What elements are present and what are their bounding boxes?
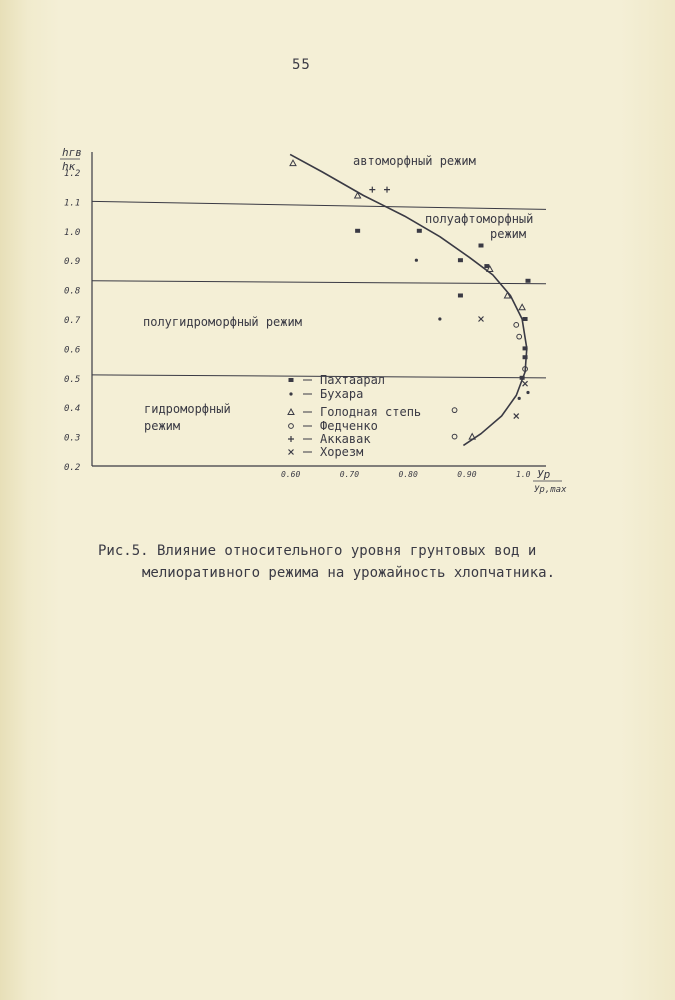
- data-point-square: [458, 293, 463, 297]
- data-point-square: [523, 355, 528, 359]
- legend-entry-label: Бухара: [320, 387, 364, 401]
- data-point-triangle: [290, 160, 296, 166]
- data-point-cross: [523, 381, 528, 386]
- data-point-triangle: [519, 304, 525, 310]
- y-tick-label: 0.5: [64, 374, 81, 385]
- yield-curve: [290, 154, 527, 445]
- y-tick-label: 1.2: [64, 169, 81, 179]
- zone-label-semihydromorphic: полугидроморфный режим: [143, 315, 302, 329]
- y-axis-label-numerator: hгв: [62, 146, 82, 159]
- data-point-square: [523, 317, 528, 321]
- data-point-plus: [384, 187, 390, 193]
- x-axis-label-denominator: Ур,max: [534, 485, 567, 495]
- legend-marker-circle: [289, 424, 294, 429]
- y-tick-label: 0.7: [64, 316, 81, 326]
- data-point-square: [526, 279, 531, 283]
- legend-entry-label: Федченко: [320, 419, 378, 433]
- data-point-circle: [517, 334, 522, 339]
- y-tick-label: 0.4: [64, 404, 81, 415]
- data-point-cross: [514, 414, 519, 419]
- data-point-square: [458, 258, 463, 262]
- y-tick-label: 1.0: [64, 227, 81, 238]
- caption-line-2: мелиоративного режима на урожайность хлопчатника.: [142, 565, 556, 581]
- data-point-dot: [438, 317, 441, 320]
- legend-marker-triangle: [288, 409, 294, 415]
- data-point-square: [523, 346, 528, 350]
- data-point-circle: [452, 408, 457, 413]
- data-point-plus: [369, 187, 375, 193]
- legend-marker-cross: [289, 450, 294, 455]
- x-tick-label: 0.60: [281, 470, 301, 479]
- legend-marker-dot: [289, 392, 292, 395]
- y-axis-label-denominator: hк: [62, 160, 76, 173]
- x-tick-label: 0.90: [457, 470, 477, 479]
- data-point-dot: [518, 397, 521, 400]
- y-tick-label: 1.1: [64, 198, 81, 209]
- regime-boundary-line: [92, 375, 546, 378]
- x-axis-label-numerator: Ур: [537, 468, 551, 481]
- data-point-square: [417, 229, 422, 233]
- zone-label-hydromorphic-line1: гидроморфный: [144, 402, 231, 416]
- page-number: 55: [292, 57, 311, 73]
- figure-caption: [98, 540, 555, 584]
- regime-boundary-line: [92, 281, 546, 284]
- y-tick-label: 0.2: [64, 463, 81, 473]
- data-point-circle: [452, 434, 457, 439]
- regime-boundary-line: [92, 201, 546, 209]
- legend-entry-label: Аккавак: [320, 432, 371, 446]
- x-tick-label: 0.70: [339, 470, 360, 479]
- x-tick-label: 1.0: [516, 470, 531, 479]
- x-tick-label: 0.80: [398, 470, 418, 479]
- y-tick-label: 0.6: [64, 345, 81, 356]
- legend-marker-plus: [288, 436, 294, 442]
- zone-label-semiautomorphic-line1: полуафтоморфный: [425, 212, 534, 226]
- caption-line-1: Рис.5. Влияние относительного уровня грунтовых вод и: [98, 543, 537, 559]
- data-point-cross: [479, 317, 484, 322]
- zone-label-semiautomorphic-line2: режим: [490, 227, 527, 241]
- data-point-triangle: [469, 434, 475, 440]
- data-point-dot: [415, 259, 418, 262]
- y-tick-label: 0.3: [64, 433, 81, 444]
- legend-entry-label: Голодная степь: [320, 405, 422, 419]
- data-point-square: [479, 244, 484, 248]
- legend-entry-label: Хорезм: [320, 445, 364, 459]
- data-point-circle: [514, 322, 519, 327]
- data-point-square: [520, 376, 525, 380]
- data-point-dot: [526, 391, 529, 394]
- zone-label-automorphic: автоморфный режим: [353, 154, 476, 168]
- y-tick-label: 0.8: [64, 286, 81, 297]
- y-tick-label: 0.9: [64, 257, 81, 268]
- legend-marker-square: [289, 378, 294, 382]
- legend-entry-label: Пахтаарал: [320, 373, 386, 387]
- data-point-square: [355, 229, 360, 233]
- zone-label-hydromorphic-line2: режим: [144, 419, 181, 433]
